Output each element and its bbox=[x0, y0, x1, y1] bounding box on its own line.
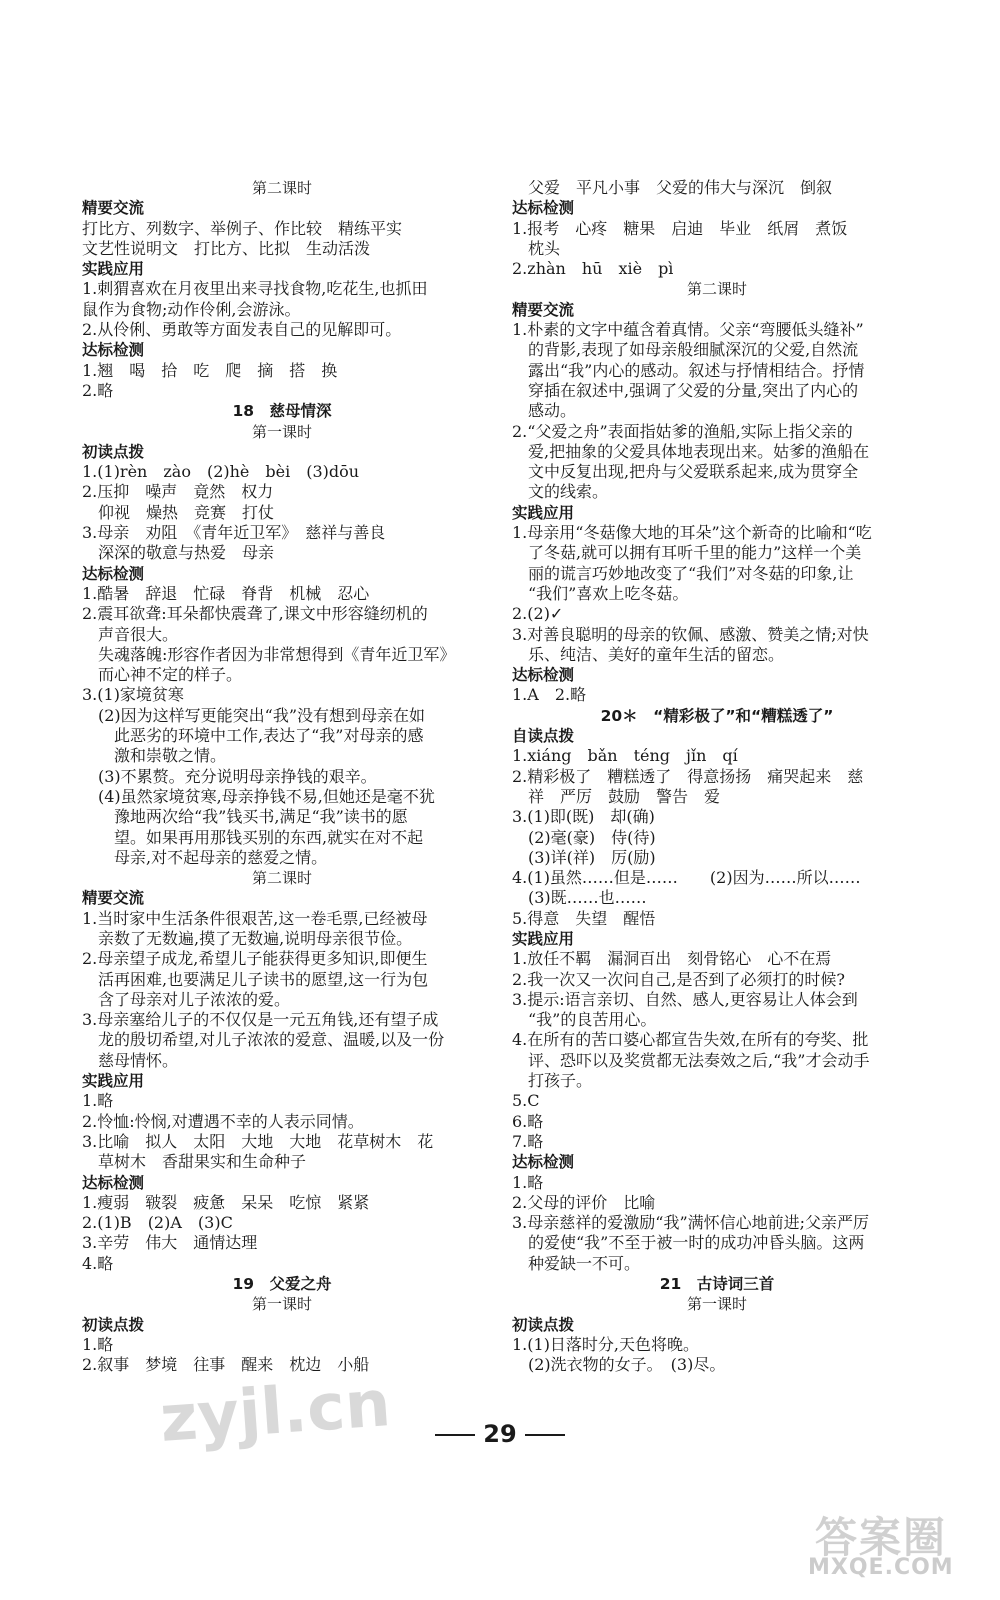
page-number bbox=[0, 1420, 1000, 1448]
section-heading: 实践应用 bbox=[512, 929, 575, 948]
answer-line: 1.略 bbox=[82, 1091, 114, 1111]
section-heading: 实践应用 bbox=[82, 1072, 145, 1091]
section-heading: 初读点拨 bbox=[512, 1315, 575, 1334]
answer-line: 打孩子。 bbox=[512, 1071, 593, 1091]
watermark-url: MXQE.COM bbox=[808, 1555, 954, 1580]
answer-line: 文艺性说明文 打比方、比拟 生动活泼 bbox=[82, 238, 371, 258]
answer-line: 龙的殷切希望,对儿子浓浓的爱意、温暖,以及一份 bbox=[82, 1030, 445, 1050]
answer-line: 活再困难,也要满足儿子读书的愿望,这一行为包 bbox=[82, 969, 429, 989]
answer-line: 2.zhàn hū xiè pì bbox=[512, 259, 674, 279]
answer-line: 的背影,表现了如母亲般细腻深沉的父爱,自然流 bbox=[512, 340, 859, 360]
section-heading: 实践应用 bbox=[512, 503, 575, 522]
section-heading: 精要交流 bbox=[82, 889, 145, 908]
section-heading: 达标检测 bbox=[82, 1173, 145, 1192]
section-heading: 达标检测 bbox=[82, 564, 145, 583]
answer-line: 5.得意 失望 醒悟 bbox=[512, 908, 656, 928]
right-column bbox=[512, 178, 922, 1376]
answer-line: 3.辛劳 伟大 通情达理 bbox=[82, 1233, 258, 1253]
section-heading: 达标检测 bbox=[82, 341, 145, 360]
lesson-subtitle: 第二课时 bbox=[686, 280, 747, 299]
answer-line: (3)不累赘。充分说明母亲挣钱的艰辛。 bbox=[82, 766, 377, 786]
answer-line: 此恶劣的环境中工作,表达了“我”对母亲的感 bbox=[82, 726, 424, 746]
answer-line: 失魂落魄:形容作者因为非常想得到《青年近卫军》 bbox=[82, 644, 456, 664]
answer-line: 1.xiáng bǎn téng jǐn qí bbox=[512, 746, 738, 766]
answer-line: 祥 严厉 鼓励 警告 爱 bbox=[512, 786, 721, 806]
answer-line: 亲数了无数遍,摸了无数遍,说明母亲很节俭。 bbox=[82, 928, 413, 948]
answer-line: 2.怜恤:怜悯,对遭遇不幸的人表示同情。 bbox=[82, 1111, 364, 1131]
section-heading: 达标检测 bbox=[512, 199, 575, 218]
page-number-dash-right bbox=[525, 1434, 565, 1436]
lesson-subtitle: 第一课时 bbox=[251, 1295, 312, 1314]
answer-line: 2.精彩极了 糟糕透了 得意扬扬 痛哭起来 慈 bbox=[512, 766, 864, 786]
answer-line: 文的线索。 bbox=[512, 482, 609, 502]
answer-line: 2.震耳欲聋:耳朵都快震聋了,课文中形容缝纫机的 bbox=[82, 604, 428, 624]
answer-line: (2)毫(豪) 侍(待) bbox=[512, 827, 656, 847]
answer-line: 4.略 bbox=[82, 1253, 114, 1273]
answer-line: 2.(1)B (2)A (3)C bbox=[82, 1213, 233, 1233]
answer-line: 豫地两次给“我”钱买书,满足“我”读书的愿 bbox=[82, 807, 408, 827]
answer-line: 露出“我”内心的感动。叙述与抒情相结合。抒情 bbox=[512, 360, 865, 380]
answer-line: 的爱使“我”不至于被一时的成功冲昏头脑。这两 bbox=[512, 1233, 865, 1253]
answer-line: “我”的良苦用心。 bbox=[512, 1010, 657, 1030]
answer-line: 3.母亲 劝阻 《青年近卫军》 慈祥与善良 bbox=[82, 523, 386, 543]
answer-line: 2.(2)✓ bbox=[512, 604, 564, 624]
section-heading: 实践应用 bbox=[82, 260, 145, 279]
answer-line: 3.(1)即(既) 却(确) bbox=[512, 807, 655, 827]
answer-line: 激和崇敬之情。 bbox=[82, 746, 227, 766]
answer-line: 1.(1)日落时分,天色将晚。 bbox=[512, 1334, 700, 1354]
answer-line: 爱,把抽象的父爱具体地表现出来。姑爹的渔船在 bbox=[512, 441, 870, 461]
answer-line: 2.略 bbox=[82, 380, 114, 400]
answer-line: 了冬菇,就可以拥有耳听千里的能力”这样一个美 bbox=[512, 543, 862, 563]
section-heading: 达标检测 bbox=[512, 666, 575, 685]
answer-line: 仰视 燥热 竞赛 打仗 bbox=[82, 502, 275, 522]
answer-line: 2.“父爱之舟”表面指姑爹的渔船,实际上指父亲的 bbox=[512, 421, 853, 441]
answer-line: 1.母亲用“冬菇像大地的耳朵”这个新奇的比喻和“吃 bbox=[512, 523, 872, 543]
answer-line: 父爱 平凡小事 父爱的伟大与深沉 倒叙 bbox=[512, 178, 833, 197]
answer-line: 种爱缺一不可。 bbox=[512, 1253, 641, 1273]
answer-line: 声音很大。 bbox=[82, 624, 179, 644]
answer-line: (3)既……也…… bbox=[512, 888, 647, 908]
answer-line: 1.刺猬喜欢在月夜里出来寻找食物,吃花生,也抓田 bbox=[82, 279, 428, 299]
answer-line: 5.C bbox=[512, 1091, 540, 1111]
answer-line: 慈母情怀。 bbox=[82, 1050, 179, 1070]
answer-line: 感动。 bbox=[512, 401, 577, 421]
answer-line: 3.对善良聪明的母亲的钦佩、感激、赞美之情;对快 bbox=[512, 624, 869, 644]
answer-line: 1.(1)rèn zào (2)hè bèi (3)dōu bbox=[82, 462, 360, 482]
answer-line: 穿插在叙述中,强调了父爱的分量,突出了内心的 bbox=[512, 380, 859, 400]
answer-line: 3.母亲塞给儿子的不仅仅是一元五角钱,还有望子成 bbox=[82, 1010, 439, 1030]
answer-line: 4.(1)虽然……但是…… (2)因为……所以…… bbox=[512, 868, 861, 888]
answer-line: 望。如果再用那钱买别的东西,就实在对不起 bbox=[82, 827, 424, 847]
lesson-title: 19 父爱之舟 bbox=[232, 1275, 332, 1294]
section-heading: 达标检测 bbox=[512, 1153, 575, 1172]
answer-line: 3.比喻 拟人 太阳 大地 大地 花草树木 花 bbox=[82, 1131, 434, 1151]
answer-line: “我们”喜欢上吃冬菇。 bbox=[512, 583, 689, 603]
lesson-title: 21 古诗词三首 bbox=[659, 1275, 775, 1294]
answer-line: 1.酷暑 辞退 忙碌 脊背 机械 忍心 bbox=[82, 583, 370, 603]
page-number-value: 29 bbox=[483, 1420, 517, 1448]
answer-line: 1.瘦弱 皲裂 疲惫 呆呆 吃惊 紧紧 bbox=[82, 1192, 370, 1212]
answer-line: 含了母亲对儿子浓浓的爱。 bbox=[82, 989, 291, 1009]
left-column bbox=[82, 178, 482, 1376]
section-heading: 初读点拨 bbox=[82, 442, 145, 461]
answer-line: 3.母亲慈祥的爱激励“我”满怀信心地前进;父亲严厉 bbox=[512, 1213, 870, 1233]
answer-line: 草树木 香甜果实和生命种子 bbox=[82, 1152, 307, 1172]
answer-line: (3)详(祥) 厉(励) bbox=[512, 847, 656, 867]
answer-line: 1.A 2.略 bbox=[512, 685, 587, 705]
answer-line: 文中反复出现,把舟与父爱联系起来,成为贯穿全 bbox=[512, 462, 859, 482]
answer-line: 乐、纯洁、美好的童年生活的留恋。 bbox=[512, 644, 785, 664]
lesson-subtitle: 第一课时 bbox=[251, 422, 312, 441]
answer-line: 3.(1)家境贫寒 bbox=[82, 685, 184, 705]
page-number-dash-left bbox=[435, 1434, 475, 1436]
answer-line: 枕头 bbox=[512, 238, 561, 258]
answer-line: 2.父母的评价 比喻 bbox=[512, 1192, 656, 1212]
lesson-subtitle: 第二课时 bbox=[251, 179, 312, 197]
lesson-title: 18 慈母情深 bbox=[232, 402, 332, 421]
answer-line: 1.略 bbox=[82, 1334, 114, 1354]
answer-line: 1.放任不羁 漏洞百出 刻骨铭心 心不在焉 bbox=[512, 949, 832, 969]
answer-line: 1.报考 心疼 糖果 启迪 毕业 纸屑 煮饭 bbox=[512, 218, 848, 238]
answer-line: 3.提示:语言亲切、自然、感人,更容易让人体会到 bbox=[512, 989, 858, 1009]
answer-line: 2.我一次又一次问自己,是否到了必须打的时候? bbox=[512, 969, 845, 989]
section-heading: 精要交流 bbox=[82, 199, 145, 218]
answer-line: (4)虽然家境贫寒,母亲挣钱不易,但她还是毫不犹 bbox=[82, 786, 435, 806]
answer-line: 深深的敬意与热爱 母亲 bbox=[82, 543, 275, 563]
section-heading: 精要交流 bbox=[512, 300, 575, 319]
answer-line: 丽的谎言巧妙地改变了“我们”对冬菇的印象,让 bbox=[512, 563, 854, 583]
lesson-subtitle: 第二课时 bbox=[251, 869, 312, 888]
answer-line: 1.朴素的文字中蕴含着真情。父亲“弯腰低头缝补” bbox=[512, 320, 864, 340]
answer-line: 2.从伶俐、勇敢等方面发表自己的见解即可。 bbox=[82, 320, 402, 340]
watermark-logo-right: 答案圈 bbox=[815, 1513, 948, 1562]
lesson-subtitle: 第一课时 bbox=[686, 1295, 747, 1314]
answer-line: (2)因为这样写更能突出“我”没有想到母亲在如 bbox=[82, 705, 426, 725]
answer-line: 评、恐吓以及奖赏都无法奏效之后,“我”才会动手 bbox=[512, 1050, 870, 1070]
answer-line: 1.翘 喝 拾 吃 爬 摘 搭 换 bbox=[82, 360, 338, 380]
answer-line: 而心神不定的样子。 bbox=[82, 665, 243, 685]
answer-line: 4.在所有的苦口婆心都宣告失效,在所有的夸奖、批 bbox=[512, 1030, 869, 1050]
answer-line: 打比方、列数字、举例子、作比较 精练平实 bbox=[82, 218, 403, 238]
section-heading: 初读点拨 bbox=[82, 1315, 145, 1334]
answer-line: 2.母亲望子成龙,希望儿子能获得更多知识,即便生 bbox=[82, 949, 428, 969]
answer-line: 1.略 bbox=[512, 1172, 544, 1192]
section-heading: 自读点拨 bbox=[512, 727, 575, 746]
answer-line: (2)洗衣物的女子。 (3)尽。 bbox=[512, 1355, 726, 1375]
answer-line: 1.当时家中生活条件很艰苦,这一卷毛票,已经被母 bbox=[82, 908, 428, 928]
answer-line: 母亲,对不起母亲的慈爱之情。 bbox=[82, 847, 328, 867]
lesson-title: 20＊ “精彩极了”和“糟糕透了” bbox=[600, 706, 834, 725]
answer-line: 2.叙事 梦境 往事 醒来 枕边 小船 bbox=[82, 1355, 370, 1375]
answer-line: 7.略 bbox=[512, 1131, 544, 1151]
answer-line: 6.略 bbox=[512, 1111, 544, 1131]
answer-line: 2.压抑 噪声 竟然 权力 bbox=[82, 482, 274, 502]
watermark-logo-left: zyjl.cn bbox=[157, 1367, 393, 1457]
answer-line: 鼠作为食物;动作伶俐,会游泳。 bbox=[82, 299, 301, 319]
